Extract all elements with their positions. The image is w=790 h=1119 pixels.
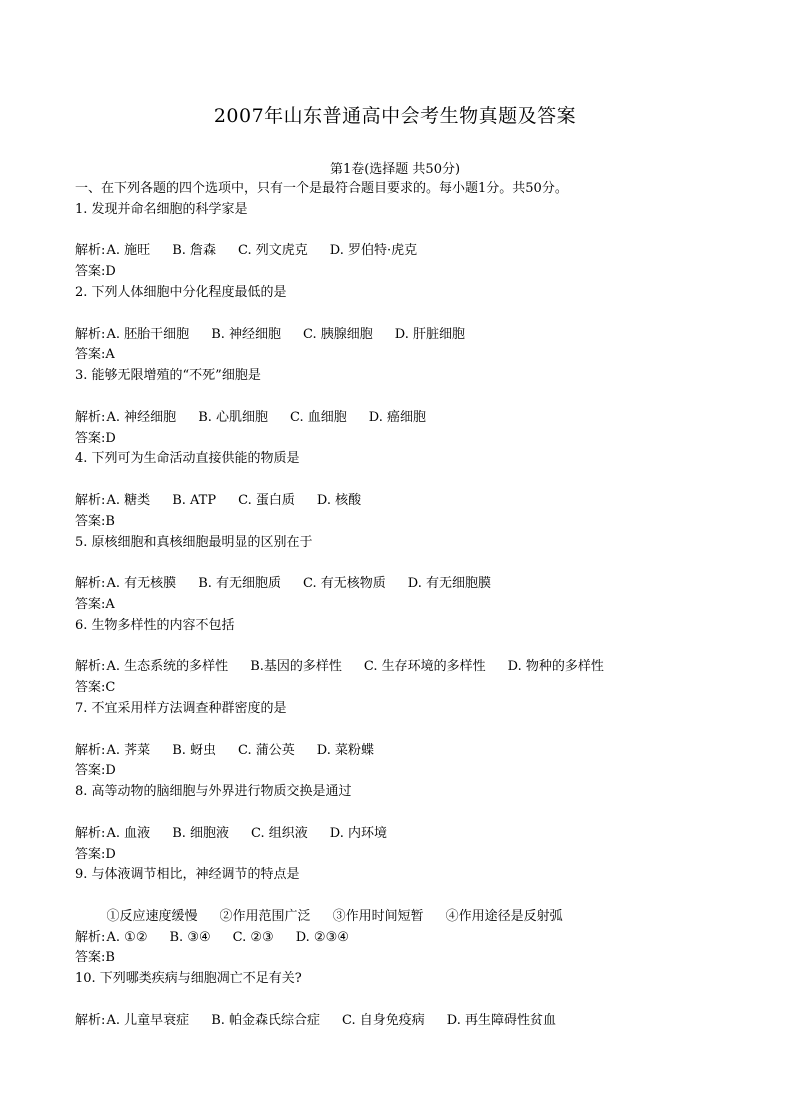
option: D. 有无细胞膜 (407, 576, 491, 592)
option: A. 神经细胞 (106, 409, 177, 425)
section-title: 第1卷(选择题 共50分) (329, 162, 461, 177)
option: D. ②③④ (295, 929, 349, 945)
analysis-label: 解析: (75, 492, 106, 508)
option: B.基因的多样性 (250, 659, 342, 675)
answer-line (75, 948, 765, 969)
question-stem: 1. 发现并命名细胞的科学家是 (75, 201, 248, 217)
analysis-label: 解析: (75, 825, 106, 841)
option: D. 核酸 (316, 492, 362, 508)
question-stem: 4. 下列可为生命活动直接供能的物质是 (75, 451, 300, 467)
answer-value: C (105, 680, 116, 696)
option: C. ②③ (232, 929, 274, 945)
page-title: 2007年山东普通高中会考生物真题及答案 (213, 105, 577, 127)
option: B. 詹森 (172, 243, 217, 259)
answer-label: 答案: (75, 846, 106, 862)
option: B. 心肌细胞 (198, 409, 269, 425)
question-stem: 8. 高等动物的脑细胞与外界进行物质交换是通过 (75, 784, 352, 800)
option: D. 物种的多样性 (507, 659, 604, 675)
sub-item: ④作用途径是反射弧 (445, 908, 563, 924)
option: B. ATP (172, 492, 217, 508)
answer-label: 答案: (75, 763, 106, 779)
option: D. 癌细胞 (368, 409, 426, 425)
answer-label: 答案: (75, 680, 106, 696)
answer-line (75, 429, 765, 450)
answer-value: D (105, 846, 116, 862)
answer-label: 答案: (75, 430, 106, 446)
answer-line (75, 845, 765, 866)
option: B. 帕金森氏综合症 (211, 1012, 321, 1028)
analysis-label: 解析: (75, 929, 106, 945)
option: B. 蚜虫 (172, 742, 217, 758)
option: C. 生存环境的多样性 (363, 659, 486, 675)
option: C. 组织液 (251, 825, 308, 841)
option: B. 细胞液 (172, 825, 230, 841)
option: B. ③④ (169, 929, 211, 945)
option: C. 列文虎克 (238, 243, 308, 259)
answer-value: A (105, 596, 115, 612)
question-list (75, 179, 765, 1032)
option: C. 胰腺细胞 (303, 326, 373, 342)
answer-label: 答案: (75, 513, 106, 529)
option: D. 肝脏细胞 (394, 326, 465, 342)
answer-label: 答案: (75, 264, 106, 280)
option: A. 有无核膜 (106, 576, 177, 592)
option: D. 罗伯特·虎克 (329, 243, 418, 259)
answer-line (75, 595, 765, 616)
answer-line (75, 345, 765, 366)
answer-value: A (105, 347, 115, 363)
analysis-label: 解析: (75, 742, 106, 758)
answer-label: 答案: (75, 596, 106, 612)
option: B. 神经细胞 (211, 326, 282, 342)
option: B. 有无细胞质 (198, 576, 282, 592)
answer-line (75, 678, 765, 699)
option: C. 血细胞 (290, 409, 347, 425)
answer-label: 答案: (75, 347, 106, 363)
question-stem: 7. 不宜采用样方法调查种群密度的是 (75, 700, 287, 716)
option: A. 血液 (106, 825, 151, 841)
analysis-label: 解析: (75, 243, 106, 259)
sub-item: ③作用时间短暂 (332, 908, 424, 924)
analysis-label: 解析: (75, 1012, 106, 1028)
option: C. 蒲公英 (238, 742, 295, 758)
option: A. 糖类 (106, 492, 151, 508)
option: A. 施旺 (106, 243, 151, 259)
answer-line (75, 512, 765, 533)
option: D. 菜粉蝶 (316, 742, 374, 758)
option: D. 内环境 (329, 825, 387, 841)
question-stem: 10. 下列哪类疾病与细胞凋亡不足有关? (75, 971, 302, 987)
answer-value: B (105, 950, 115, 966)
sub-items-row (75, 886, 765, 924)
answer-value: D (105, 430, 116, 446)
option: C. 自身免疫病 (342, 1012, 425, 1028)
question-stem: 9. 与体液调节相比，神经调节的特点是 (75, 867, 300, 883)
answer-value: D (105, 264, 116, 280)
option: A. 胚胎干细胞 (106, 326, 190, 342)
option: D. 再生障碍性贫血 (446, 1012, 556, 1028)
question-stem: 5. 原核细胞和真核细胞最明显的区别在于 (75, 534, 313, 550)
analysis-label: 解析: (75, 326, 106, 342)
question-stem: 2. 下列人体细胞中分化程度最低的是 (75, 284, 287, 300)
option: C. 有无核物质 (303, 576, 386, 592)
option: A. 儿童早衰症 (106, 1012, 190, 1028)
answer-line (75, 761, 765, 782)
answer-value: B (105, 513, 115, 529)
answer-value: D (105, 763, 116, 779)
sub-item: ②作用范围广泛 (219, 908, 311, 924)
question-stem: 3. 能够无限增殖的“不死”细胞是 (75, 368, 261, 384)
option: A. 生态系统的多样性 (106, 659, 229, 675)
sub-item: ①反应速度缓慢 (106, 908, 198, 924)
option: A. ①② (106, 929, 148, 945)
question-stem: 6. 生物多样性的内容不包括 (75, 617, 235, 633)
answer-label: 答案: (75, 950, 106, 966)
analysis-label: 解析: (75, 659, 106, 675)
answer-line (75, 262, 765, 283)
analysis-label: 解析: (75, 576, 106, 592)
option: C. 蛋白质 (238, 492, 295, 508)
analysis-label: 解析: (75, 409, 106, 425)
option: A. 荠菜 (106, 742, 151, 758)
instruction: 一、在下列各题的四个选项中，只有一个是最符合题目要求的。每小题1分。共50分。 (75, 181, 568, 196)
